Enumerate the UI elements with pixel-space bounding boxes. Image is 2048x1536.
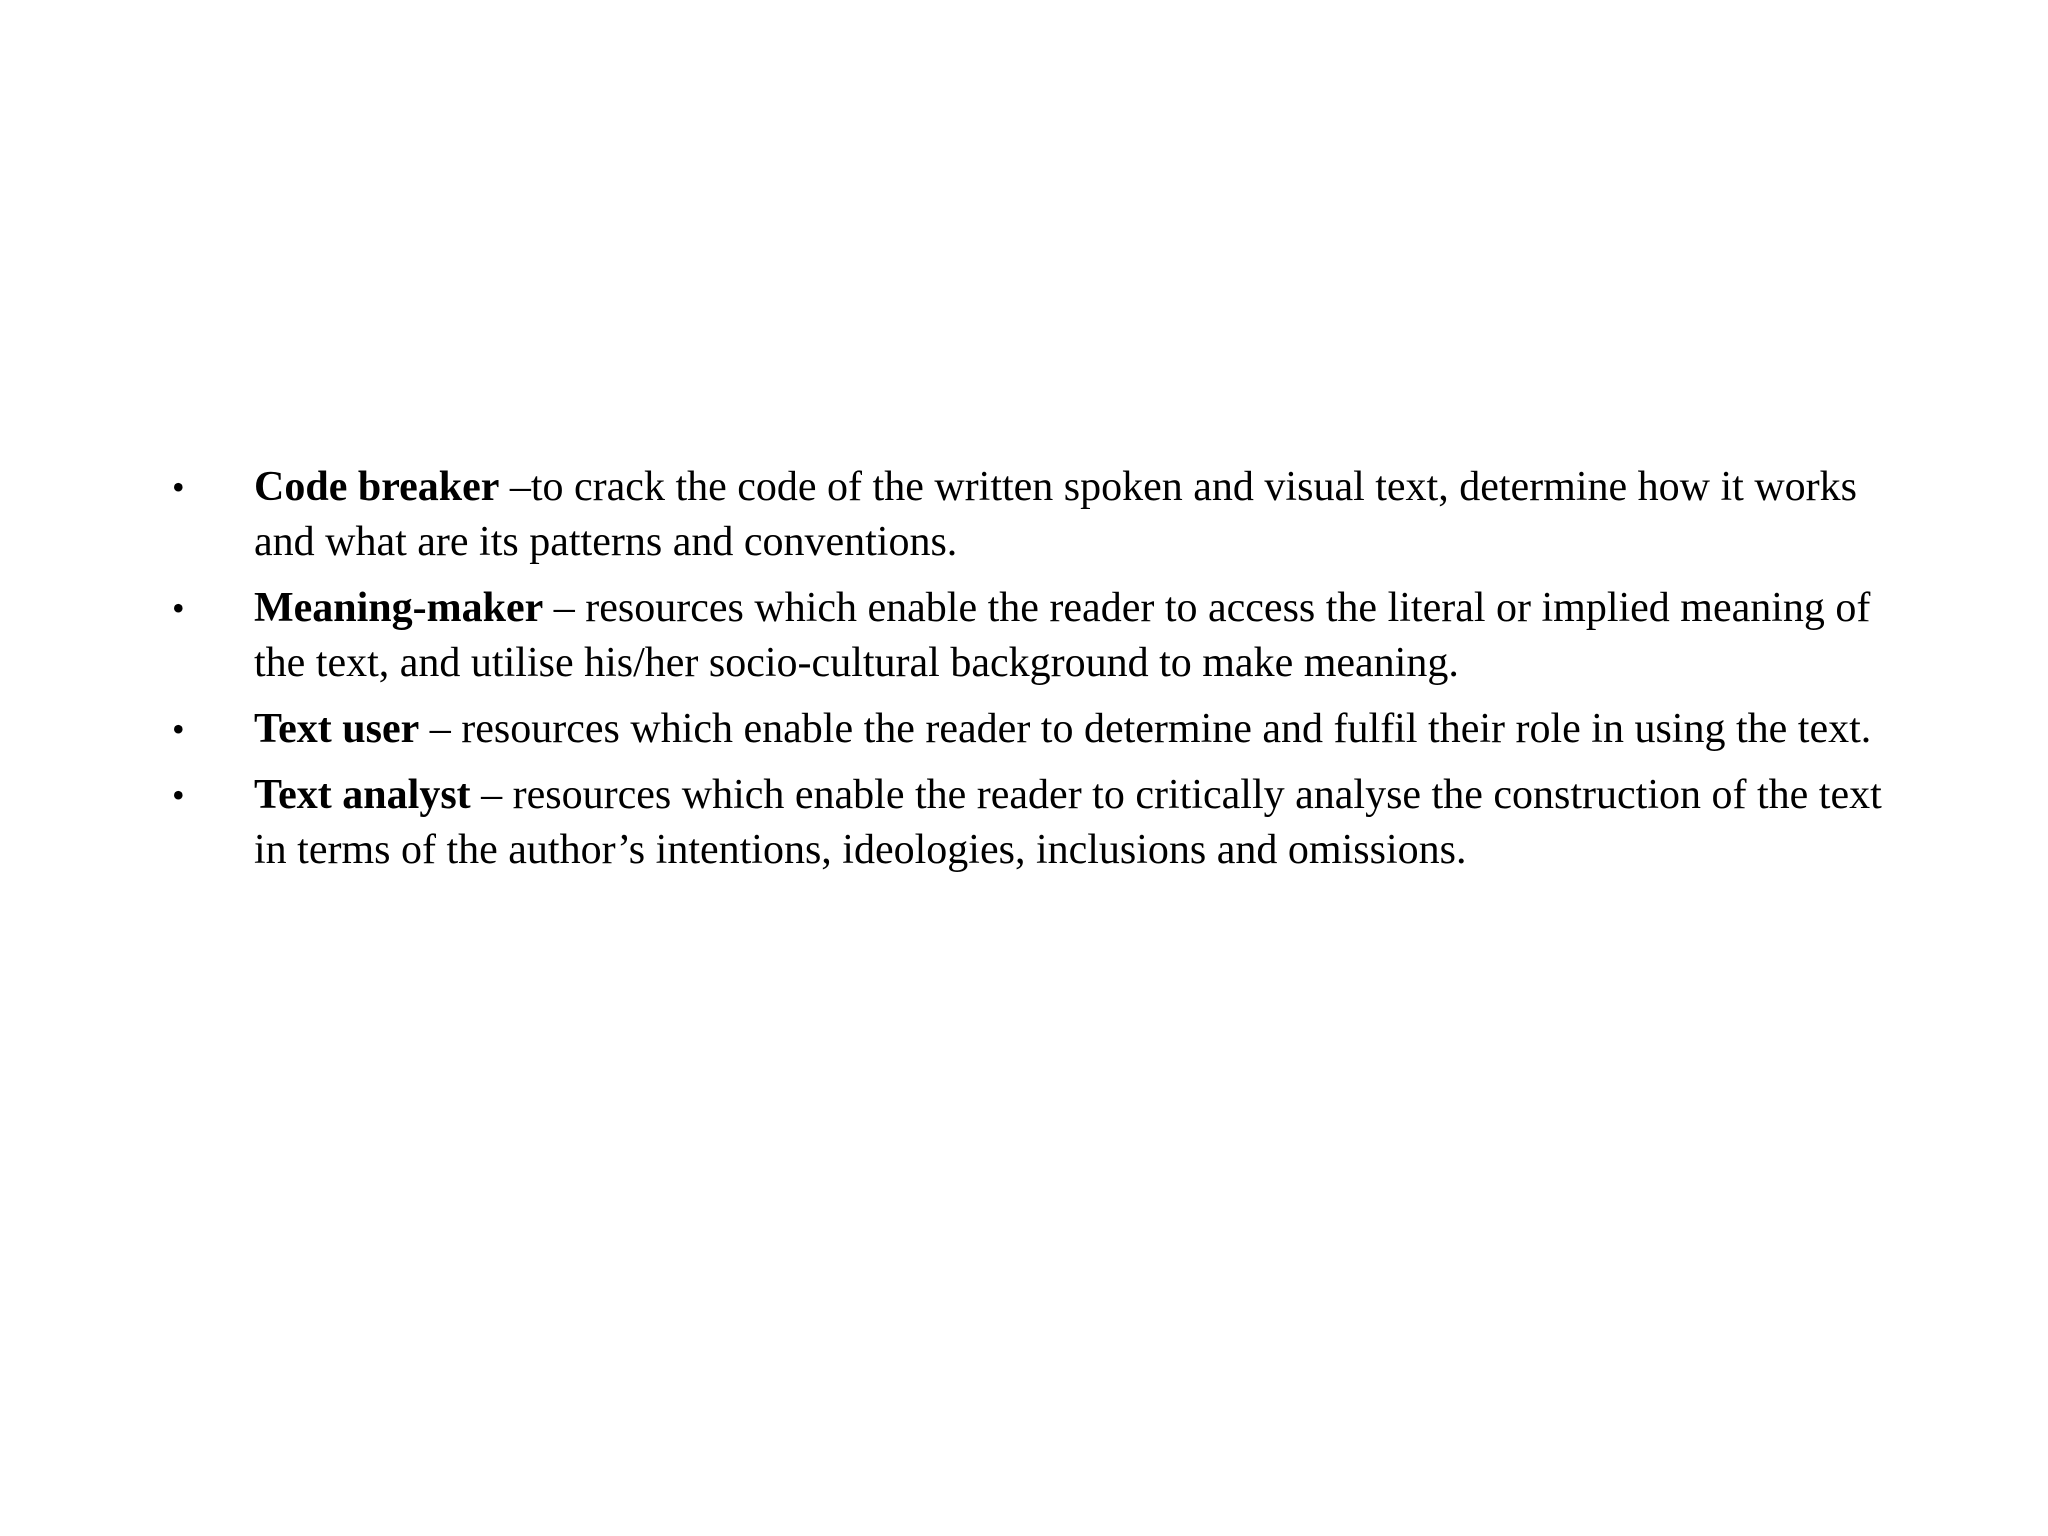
bullet-icon: • [172,467,185,507]
list-item-text-user [172,702,1912,757]
term-label: Code breaker [254,464,500,510]
term-description: – resources which enable the reader to access the literal or implied meaning of the text, and utilise his/her socio-cultural background to make meaning. [254,585,1871,686]
list-item-text-analyst [172,768,1912,878]
term-label: Text user [254,706,420,752]
term-description: –to crack the code of the written spoken and visual text, determine how it works and what are its patterns and conventions. [254,464,1857,565]
list-item-code-breaker [172,460,1912,570]
bullet-icon: • [172,588,185,628]
term-label: Text analyst [254,772,471,818]
term-label: Meaning-maker [254,585,544,631]
term-description: – resources which enable the reader to critically analyse the construction of the text in terms of the author’s intentions, ideologies, inclusions and omissions. [254,772,1882,873]
term-description: – resources which enable the reader to determine and fulfil their role in using the text. [419,706,1872,752]
list-item-meaning-maker [172,581,1912,691]
bullet-list [172,460,1912,889]
bullet-icon: • [172,775,185,815]
bullet-icon: • [172,709,185,749]
